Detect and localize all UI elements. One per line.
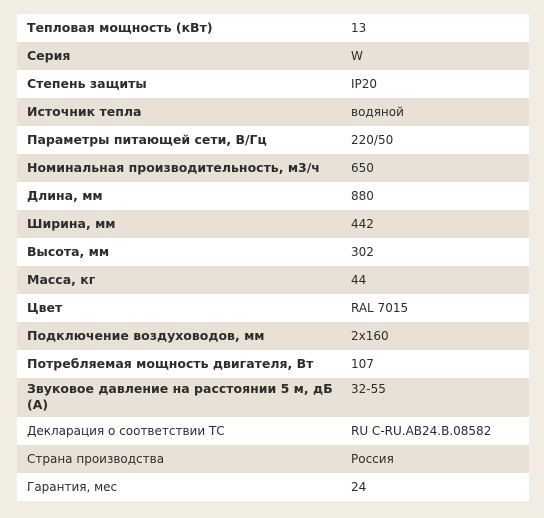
table-row [17,266,529,294]
spec-name: Цвет [17,294,339,322]
spec-value: Россия [339,445,529,473]
table-row [17,417,529,445]
spec-value: 32-55 [339,378,529,417]
spec-name: Источник тепла [17,98,339,126]
spec-name: Высота, мм [17,238,339,266]
spec-value: W [339,42,529,70]
table-row [17,14,529,42]
spec-value: 442 [339,210,529,238]
table-row [17,126,529,154]
table-row [17,350,529,378]
spec-value: 650 [339,154,529,182]
spec-value: RAL 7015 [339,294,529,322]
spec-name: Параметры питающей сети, В/Гц [17,126,339,154]
table-row [17,445,529,473]
spec-name: Номинальная производительность, м3/ч [17,154,339,182]
spec-name: Длина, мм [17,182,339,210]
spec-name: Подключение воздуховодов, мм [17,322,339,350]
spec-name: Потребляемая мощность двигателя, Вт [17,350,339,378]
spec-value: водяной [339,98,529,126]
table-row [17,70,529,98]
spec-name: Ширина, мм [17,210,339,238]
table-row [17,182,529,210]
specifications-table [17,14,529,501]
spec-name: Масса, кг [17,266,339,294]
spec-value: IP20 [339,70,529,98]
table-row [17,238,529,266]
spec-name: Серия [17,42,339,70]
spec-name: Гарантия, мес [17,473,339,501]
table-row [17,294,529,322]
spec-value: 302 [339,238,529,266]
spec-value: RU C-RU.AB24.B.08582 [339,417,529,445]
spec-value: 44 [339,266,529,294]
spec-value: 220/50 [339,126,529,154]
spec-value: 107 [339,350,529,378]
table-row [17,473,529,501]
spec-name: Степень защиты [17,70,339,98]
table-row [17,322,529,350]
spec-value: 880 [339,182,529,210]
spec-value: 2x160 [339,322,529,350]
spec-name: Звуковое давление на расстоянии 5 м, дБ (А) [17,378,339,417]
table-row [17,42,529,70]
table-row [17,98,529,126]
table-row [17,378,529,417]
table-row [17,154,529,182]
spec-name: Тепловая мощность (кВт) [17,14,339,42]
spec-value: 24 [339,473,529,501]
spec-value: 13 [339,14,529,42]
spec-name: Страна производства [17,445,339,473]
table-row [17,210,529,238]
spec-name: Декларация о соответствии ТС [17,417,339,445]
